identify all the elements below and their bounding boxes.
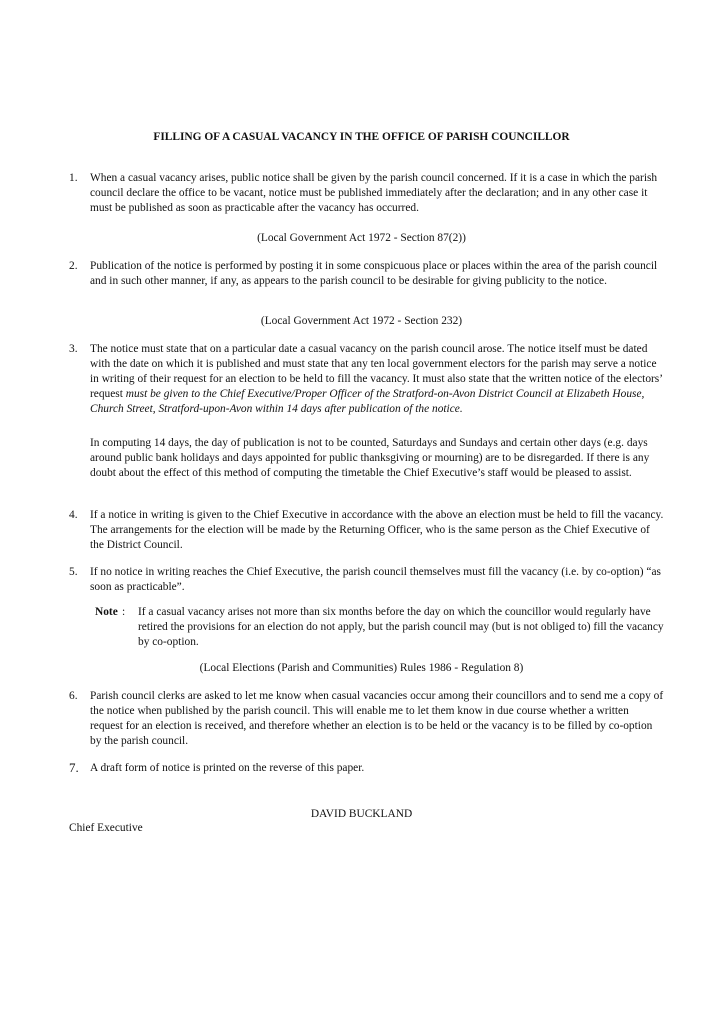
item-number: 3. xyxy=(69,343,78,355)
note-colon: : xyxy=(122,606,126,618)
item-number: 5. xyxy=(69,566,78,578)
legal-reference: (Local Government Act 1972 - Section 232) xyxy=(260,315,463,327)
signature-name: DAVID BUCKLAND xyxy=(310,808,413,820)
item-number: 2. xyxy=(69,260,78,272)
list-item-4 xyxy=(69,508,664,553)
item-number: 6. xyxy=(69,690,78,702)
item-text-plain: The notice must state that on a particular date a casual vacancy on the parish council arose. The notice itself must be dated with the date on which it is published and must state that any ten local government electors for the parish may serve a notice in writing of their request for an election to be held to fill the vacancy. It must also state that the written notice of the electors’ request xyxy=(90,343,663,400)
item-number: 1. xyxy=(69,172,78,184)
note xyxy=(95,605,664,650)
item-text: Publication of the notice is performed by posting it in some conspicuous place or places within the area of the parish council and in such other manner, if any, as appears to the parish council to be desirable for giving publicity to the notice. xyxy=(90,260,658,287)
list-item-7 xyxy=(69,761,664,776)
signature-title: Chief Executive xyxy=(69,822,143,834)
item-text: A draft form of notice is printed on the reverse of this paper. xyxy=(90,762,365,774)
item-number: 4. xyxy=(69,509,78,521)
item-text: When a casual vacancy arises, public notice shall be given by the parish council concerned. If it is a case in which the parish council declare the office to be vacant, notice must be published immediately after the declaration; and in any other case it must be published as soon as practicable after the vacancy has occurred. xyxy=(90,172,658,214)
note-label: Note xyxy=(95,606,118,618)
list-item-5 xyxy=(69,565,664,595)
item-paragraph: In computing 14 days, the day of publication is not to be counted, Saturdays and Sundays and certain other days (e.g. days around public bank holidays and days appointed for public thanksgiving or mourning) are to be disregarded. If there is any doubt about the effect of this method of computing the timetable the Chief Executive’s staff would be pleased to assist. xyxy=(90,437,650,479)
item-text: If no notice in writing reaches the Chief Executive, the parish council themselves must fill the vacancy (i.e. by co-option) “as soon as practicable”. xyxy=(90,566,661,593)
legal-reference: (Local Government Act 1972 - Section 87(2)) xyxy=(257,232,466,244)
item-text: If a notice in writing is given to the Chief Executive in accordance with the above an election must be held to fill the vacancy. The arrangements for the election will be made by the Returning Officer, who is the same person as the Chief Executive of the District Council. xyxy=(90,509,664,551)
list-item-1 xyxy=(69,171,664,216)
list-item-6 xyxy=(69,689,664,749)
item-number: 7. xyxy=(69,760,79,775)
page-title: FILLING OF A CASUAL VACANCY IN THE OFFICE OF PARISH COUNCILLOR xyxy=(153,131,570,143)
legal-reference: (Local Elections (Parish and Communities) Rules 1986 - Regulation 8) xyxy=(199,662,524,674)
item-text: Parish council clerks are asked to let me know when casual vacancies occur among their councillors and to send me a copy of the notice when published by the parish council. This will enable me to let them know in due course whether a written request for an election is received, and therefore whether an election is to be held or the vacancy is to be filled by co-option by the parish council. xyxy=(90,690,664,747)
list-item-2 xyxy=(69,259,664,289)
item-text xyxy=(90,342,664,417)
item-text-italic: must be given to the Chief Executive/Proper Officer of the Stratford-on-Avon District Council at Elizabeth House, Church Street, Stratford-upon-Avon within 14 days after publication of the notice. xyxy=(90,388,645,415)
note-text: If a casual vacancy arises not more than six months before the day on which the councillor would regularly have retired the provisions for an election do not apply, but the parish council may (but is not obliged to) fill the vacancy by co-option. xyxy=(138,606,664,648)
list-item-3 xyxy=(69,342,664,417)
